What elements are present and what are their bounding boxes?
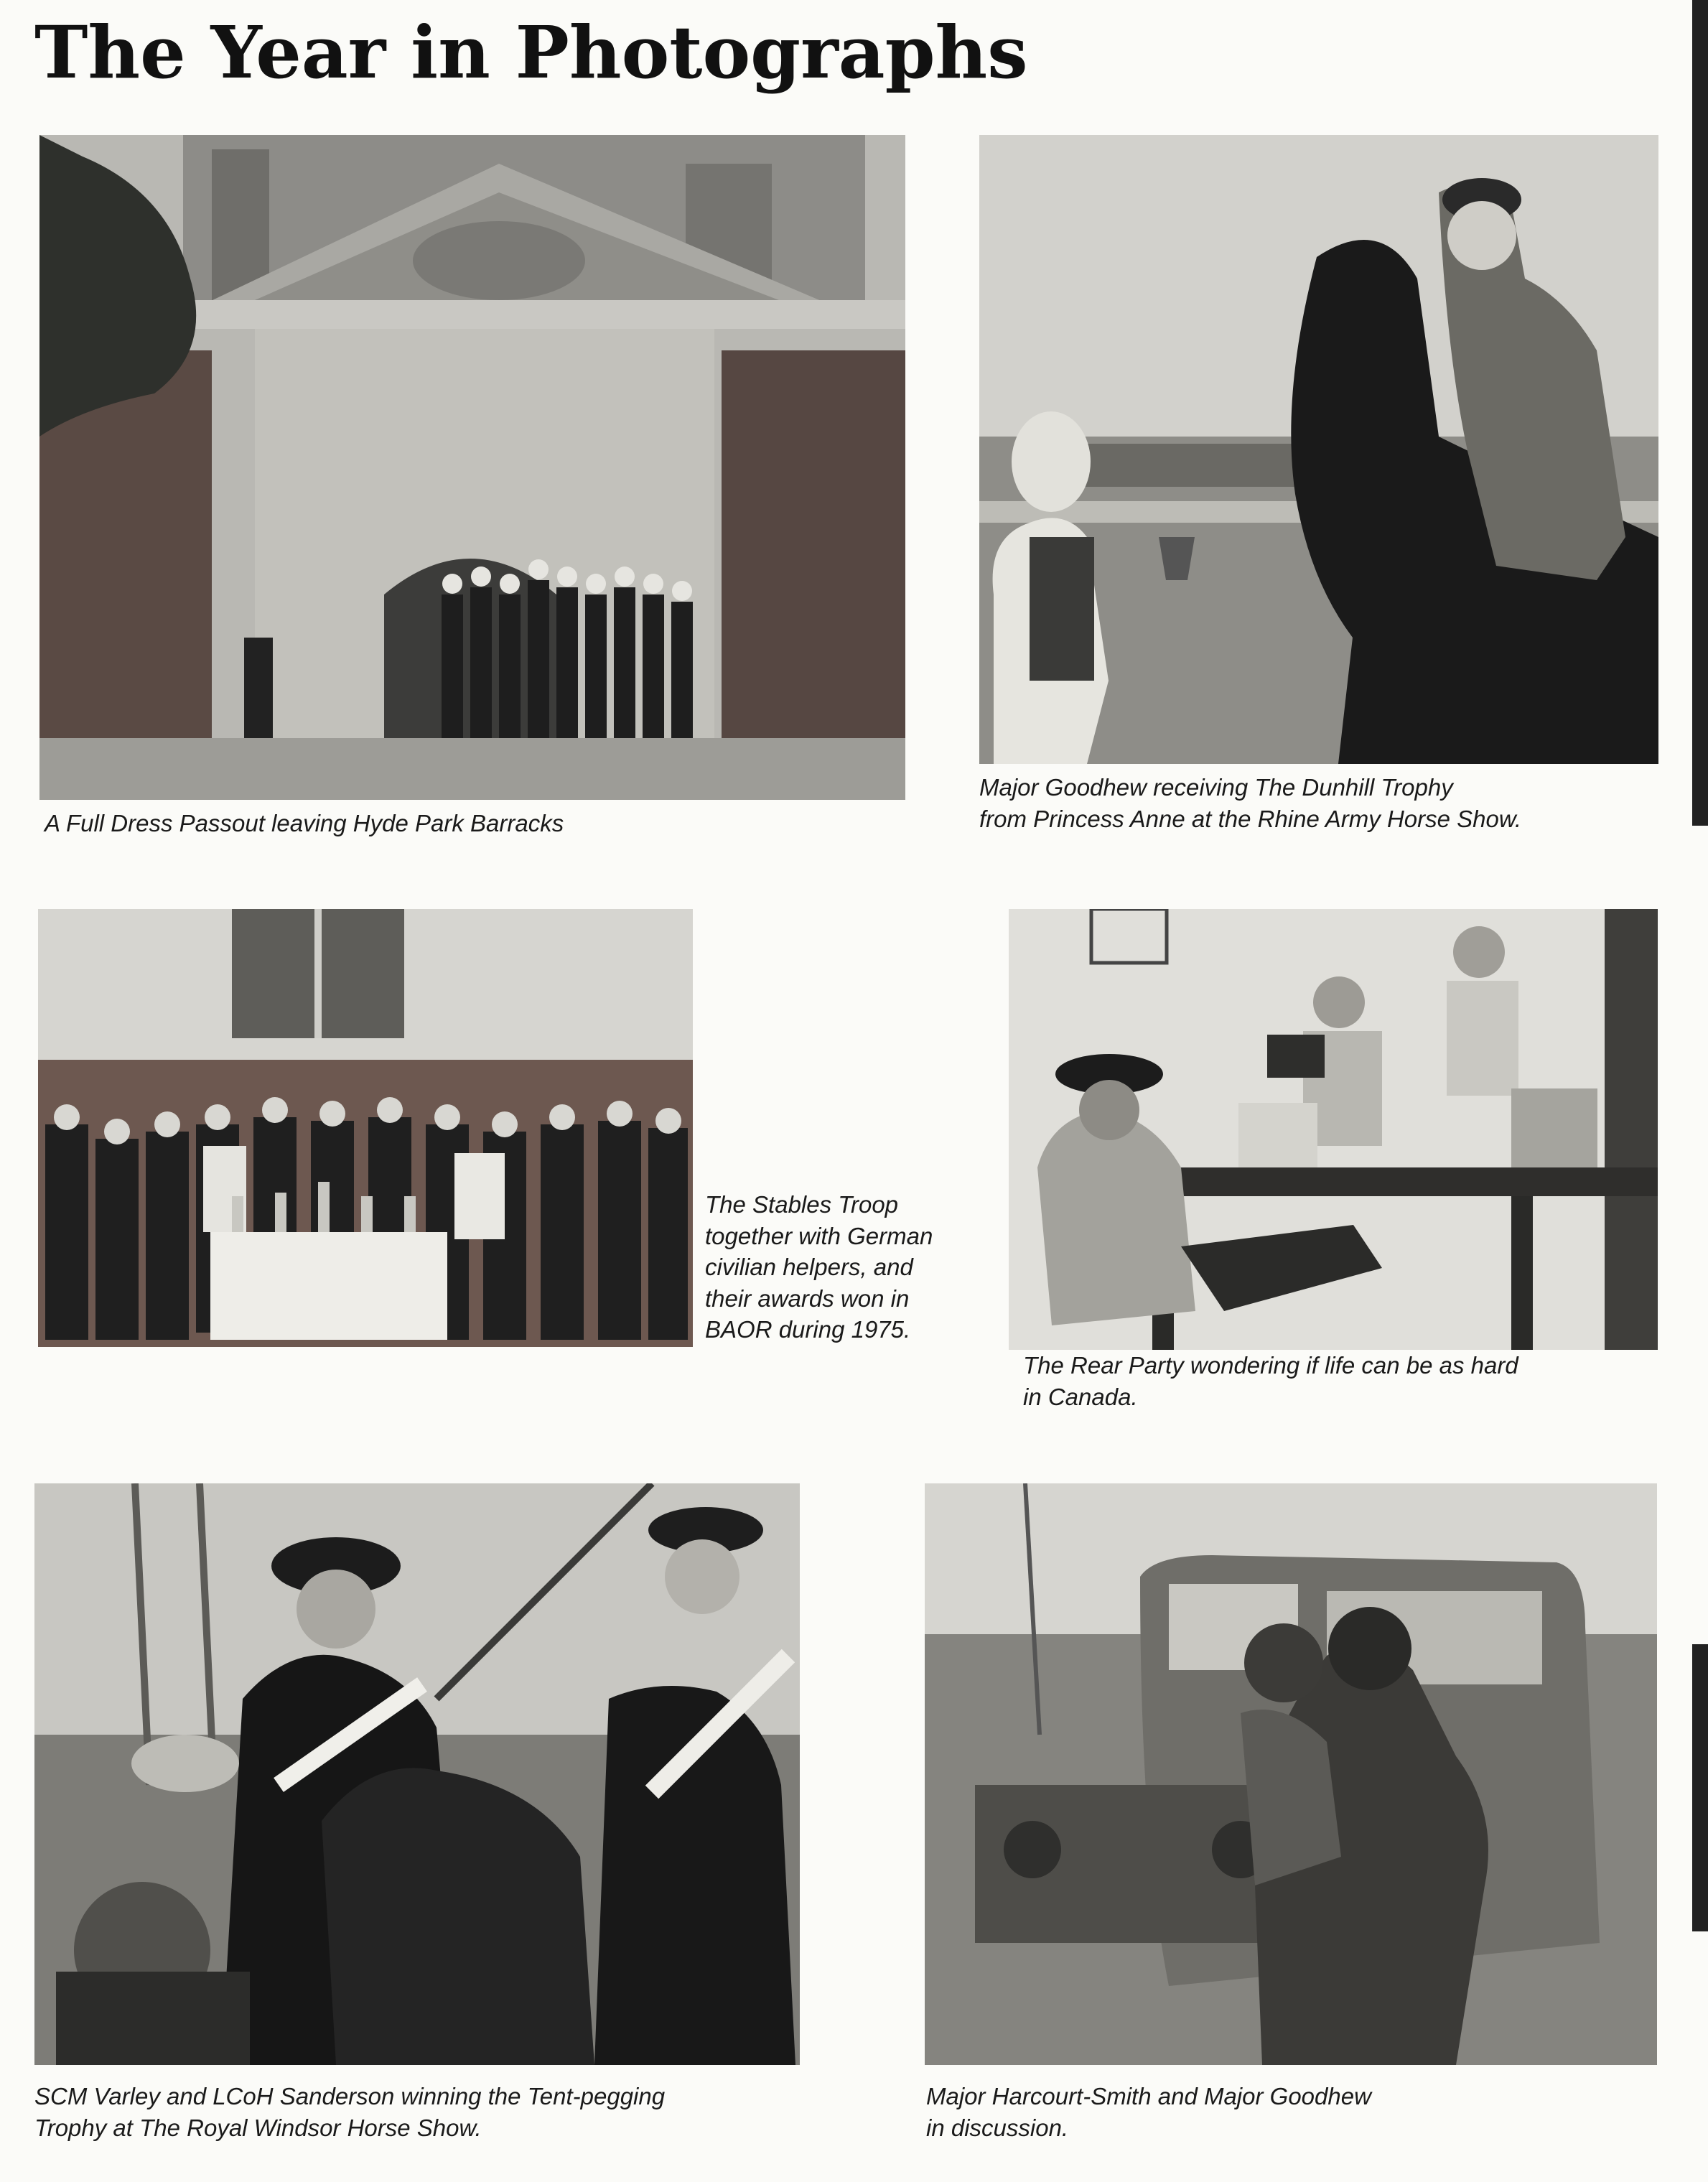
photo-dunhill-trophy [979, 135, 1658, 764]
caption-tent-pegging [34, 2081, 665, 2143]
caption-line: Major Goodhew receiving The Dunhill Trophy [979, 774, 1453, 801]
photo-discussion [925, 1483, 1657, 2065]
caption-line: Major Harcourt-Smith and Major Goodhew [926, 2083, 1371, 2109]
caption-dunhill-trophy [979, 772, 1521, 834]
rear-party-illustration [1009, 909, 1658, 1350]
caption-line: together with German [705, 1222, 933, 1249]
caption-stables-troop [705, 1189, 933, 1346]
photo-tent-pegging [34, 1483, 800, 2065]
page-title: The Year in Photographs [34, 10, 1028, 95]
caption-line: BAOR during 1975. [705, 1316, 911, 1343]
caption-rear-party [1023, 1350, 1518, 1412]
caption-discussion [926, 2081, 1371, 2143]
photo-stables-troop [38, 909, 693, 1347]
passout-illustration [39, 135, 905, 800]
caption-line: The Stables Troop [705, 1191, 899, 1218]
caption-line: civilian helpers, and [705, 1254, 913, 1281]
binding-edge-bottom [1692, 1644, 1708, 1931]
caption-line: from Princess Anne at the Rhine Army Horse Show. [979, 805, 1522, 832]
photo-rear-party [1009, 909, 1658, 1350]
discussion-illustration [925, 1483, 1657, 2065]
binding-edge-top [1692, 0, 1708, 826]
photo-passout [39, 135, 905, 800]
dunhill-trophy-illustration [979, 135, 1658, 764]
caption-line: Trophy at The Royal Windsor Horse Show. [34, 2114, 482, 2141]
caption-line: A Full Dress Passout leaving Hyde Park Barracks [45, 810, 564, 836]
caption-line: The Rear Party wondering if life can be as hard [1023, 1352, 1518, 1379]
caption-passout [45, 808, 564, 839]
caption-line: their awards won in [705, 1285, 910, 1312]
caption-line: in Canada. [1023, 1383, 1138, 1410]
stables-troop-illustration [38, 909, 693, 1347]
tent-pegging-illustration [34, 1483, 800, 2065]
caption-line: in discussion. [926, 2114, 1069, 2141]
caption-line: SCM Varley and LCoH Sanderson winning the Tent-pegging [34, 2083, 666, 2109]
